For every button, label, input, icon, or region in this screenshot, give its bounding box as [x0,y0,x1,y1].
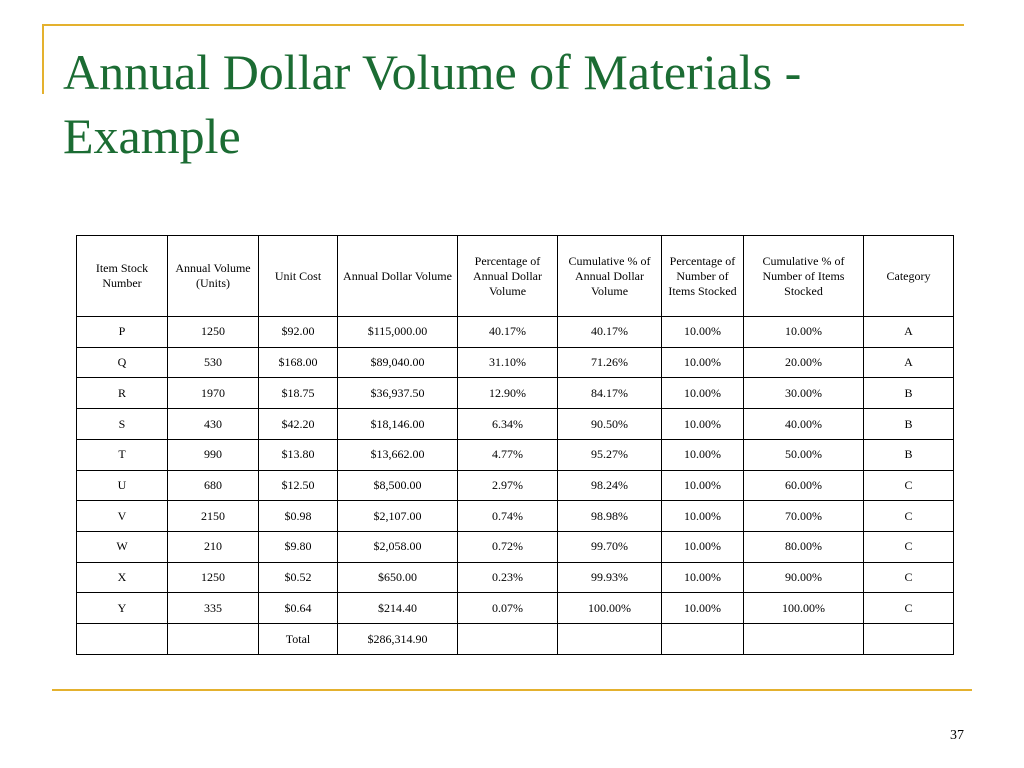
table-cell: 98.98% [558,501,662,532]
table-row [77,347,954,378]
table-cell: 99.93% [558,562,662,593]
table-cell: $168.00 [259,347,338,378]
table-cell: $18,146.00 [338,409,458,440]
table-row [77,317,954,348]
header-cumulative-items-stocked: Cumulative % of Number of Items Stocked [744,236,864,317]
table-cell [864,624,954,655]
table-cell: 70.00% [744,501,864,532]
table-cell: $42.20 [259,409,338,440]
header-annual-volume: Annual Volume (Units) [168,236,259,317]
table-cell: C [864,470,954,501]
table-cell: 10.00% [662,317,744,348]
header-percentage-items-stocked: Percentage of Number of Items Stocked [662,236,744,317]
table-cell: U [77,470,168,501]
table-cell: 90.00% [744,562,864,593]
table-cell: 90.50% [558,409,662,440]
table-cell: 10.00% [662,439,744,470]
table-cell: V [77,501,168,532]
table-cell: 0.74% [458,501,558,532]
table-cell: R [77,378,168,409]
header-cumulative-annual-dollar-volume: Cumulative % of Annual Dollar Volume [558,236,662,317]
left-accent-line [42,24,44,94]
table-cell: 2150 [168,501,259,532]
table-cell: 10.00% [662,562,744,593]
slide-title: Annual Dollar Volume of Materials - Example [63,44,802,164]
table-header-row [77,236,954,317]
table-cell [662,624,744,655]
table-cell: $18.75 [259,378,338,409]
header-annual-dollar-volume: Annual Dollar Volume [338,236,458,317]
table-cell: $2,058.00 [338,532,458,563]
table-cell: 50.00% [744,439,864,470]
table-cell: $89,040.00 [338,347,458,378]
table-cell: 60.00% [744,470,864,501]
table-cell: $13,662.00 [338,439,458,470]
table-cell: 40.17% [558,317,662,348]
table-cell: 1250 [168,562,259,593]
table-total-row [77,624,954,655]
table-cell: $115,000.00 [338,317,458,348]
table-cell: T [77,439,168,470]
table-cell: 2.97% [458,470,558,501]
table-cell: $12.50 [259,470,338,501]
table-cell: 210 [168,532,259,563]
table-cell: 430 [168,409,259,440]
table-cell [168,624,259,655]
table-cell: $9.80 [259,532,338,563]
table-cell: $0.52 [259,562,338,593]
table-cell: 1970 [168,378,259,409]
table-cell: 10.00% [662,347,744,378]
table-cell: 100.00% [558,593,662,624]
table-cell: 71.26% [558,347,662,378]
table-cell [77,624,168,655]
table-row [77,501,954,532]
table-cell: B [864,439,954,470]
table-cell: W [77,532,168,563]
header-category: Category [864,236,954,317]
table-cell: 40.17% [458,317,558,348]
table-cell: 680 [168,470,259,501]
table-cell: 84.17% [558,378,662,409]
table-cell: 4.77% [458,439,558,470]
table-cell: 990 [168,439,259,470]
table-cell: C [864,501,954,532]
slide-page-number: 37 [950,728,964,743]
total-value: $286,314.90 [338,624,458,655]
table-row [77,409,954,440]
table-cell: Q [77,347,168,378]
header-percentage-annual-dollar-volume: Percentage of Annual Dollar Volume [458,236,558,317]
table-cell: $650.00 [338,562,458,593]
table-cell: $2,107.00 [338,501,458,532]
table-cell: P [77,317,168,348]
abc-analysis-table-container [76,235,953,655]
table-cell: 10.00% [662,593,744,624]
table-cell: $0.64 [259,593,338,624]
table-cell: 6.34% [458,409,558,440]
table-cell: 335 [168,593,259,624]
table-cell: 31.10% [458,347,558,378]
table-cell: 10.00% [744,317,864,348]
table-cell: $214.40 [338,593,458,624]
table-cell: $36,937.50 [338,378,458,409]
table-cell: 12.90% [458,378,558,409]
table-cell: B [864,409,954,440]
table-cell: 40.00% [744,409,864,440]
table-cell: 100.00% [744,593,864,624]
table-row [77,378,954,409]
table-cell: 10.00% [662,532,744,563]
table-cell: 10.00% [662,470,744,501]
table-cell: 95.27% [558,439,662,470]
header-item-stock-number: Item Stock Number [77,236,168,317]
table-row [77,562,954,593]
table-cell: $8,500.00 [338,470,458,501]
table-cell: 1250 [168,317,259,348]
table-cell: A [864,347,954,378]
table-cell: 10.00% [662,378,744,409]
table-cell [558,624,662,655]
table-cell: 99.70% [558,532,662,563]
table-cell: 20.00% [744,347,864,378]
table-cell: 10.00% [662,409,744,440]
table-cell: 0.23% [458,562,558,593]
table-cell: Y [77,593,168,624]
bottom-accent-line [52,689,972,691]
table-cell: 530 [168,347,259,378]
table-cell: $0.98 [259,501,338,532]
table-row [77,439,954,470]
table-row [77,470,954,501]
table-cell [744,624,864,655]
table-cell: C [864,593,954,624]
table-cell: 80.00% [744,532,864,563]
header-unit-cost: Unit Cost [259,236,338,317]
table-cell [458,624,558,655]
table-cell: 0.07% [458,593,558,624]
total-label: Total [259,624,338,655]
table-cell: 10.00% [662,501,744,532]
table-cell: $13.80 [259,439,338,470]
top-accent-line [42,24,964,26]
table-cell: 0.72% [458,532,558,563]
table-cell: A [864,317,954,348]
table-cell: 30.00% [744,378,864,409]
table-cell: C [864,532,954,563]
table-cell: X [77,562,168,593]
table-row [77,532,954,563]
table-cell: B [864,378,954,409]
table-cell: $92.00 [259,317,338,348]
table-cell: C [864,562,954,593]
table-row [77,593,954,624]
abc-analysis-table [76,235,954,655]
table-cell: 98.24% [558,470,662,501]
table-cell: S [77,409,168,440]
